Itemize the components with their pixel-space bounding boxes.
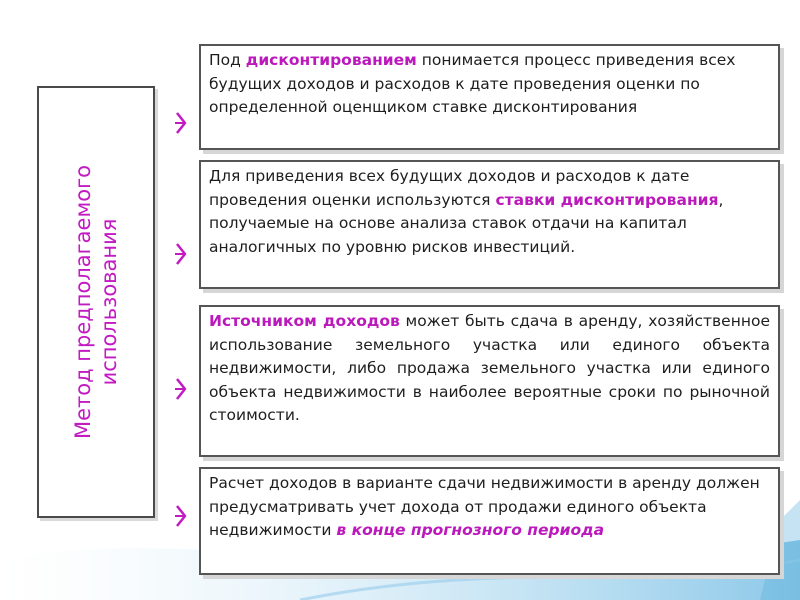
text: Под: [209, 51, 246, 69]
highlight-term: дисконтированием: [245, 51, 417, 69]
arrow-right-icon: [172, 110, 188, 136]
definition-box-income-calc: [199, 467, 780, 575]
text: Для приведения всех будущих доходов и расходов к дате проведения оценки используются: [209, 167, 690, 209]
arrow-right-icon: [172, 241, 188, 267]
method-title-line1: Метод предполагаемого: [71, 164, 95, 440]
definition-box-income-sources: [199, 305, 780, 457]
arrow-right-icon: [172, 503, 188, 529]
text: понимается процесс приведения всех будущих доходов и расходов к дате проведения оценки по определенной оценщиком ставке дисконтирования: [209, 51, 736, 116]
text: Расчет доходов в варианте сдачи недвижимости в аренду должен предусматривать учет дохода от продажи единого объекта недвижимости: [209, 474, 760, 539]
text: , получаемые на основе анализа ставок отдачи на капитал аналогичных по уровню рисков инвестиций.: [209, 190, 724, 256]
highlight-term: Источником доходов: [209, 312, 400, 330]
highlight-term: ставки дисконтирования: [495, 190, 719, 209]
method-title-box: [37, 86, 155, 518]
text: может быть сдача в аренду, хозяйственное использование земельного участка или единого объекта недвижимости, либо продажа земельного участка или единого объекта недвижимости в наиболее вероятные сроки по рыночной стоимости.: [209, 312, 770, 424]
highlight-term: в конце прогнозного периода: [336, 521, 605, 539]
arrow-right-icon: [172, 376, 188, 402]
definition-box-discounting: [199, 44, 780, 150]
method-title-line2: использования: [97, 218, 121, 386]
method-title: [70, 92, 122, 512]
definition-box-rates: [199, 160, 780, 289]
